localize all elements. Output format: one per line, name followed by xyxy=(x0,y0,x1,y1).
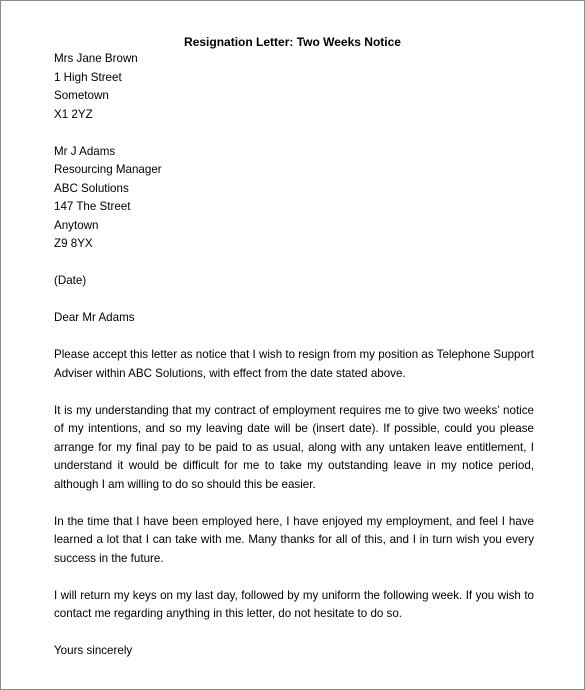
sender-street: 1 High Street xyxy=(54,70,122,84)
paragraph-thanks: In the time that I have been employed here, I have enjoyed my employment, and feel I have learned a lot that I can take with me. Many thanks for all of this, and I in turn wish you every success in the future. xyxy=(54,514,534,565)
letter-date xyxy=(54,272,534,291)
letter-title: Resignation Letter: Two Weeks Notice xyxy=(184,35,401,49)
recipient-title: Resourcing Manager xyxy=(54,163,162,176)
letter-body xyxy=(54,50,534,661)
salutation-text: Dear Mr Adams xyxy=(54,311,135,324)
paragraph-contract: It is my understanding that my contract of employment requires me to give two weeks’ notice of my intentions, and so my leaving date will be (insert date). If possible, could you please arrange for my final pay to be paid to as usual, along with any untaken leave entitlement, I understand it would be difficult for me to take my outstanding leave in my notice period, although I am willing to do so should this be easier. xyxy=(54,403,534,491)
sender-town: Sometown xyxy=(54,89,109,102)
paragraph-return-items: I will return my keys on my last day, followed by my uniform the following week. If you wish to contact me regarding anything in this letter, do not hesitate to do so. xyxy=(54,588,534,620)
recipient-address xyxy=(54,143,534,254)
letter-closing xyxy=(54,642,534,661)
recipient-street: 147 The Street xyxy=(54,200,131,213)
recipient-company: ABC Solutions xyxy=(54,181,129,195)
date-placeholder: (Date) xyxy=(54,274,87,287)
sender-name: Mrs Jane Brown xyxy=(54,52,138,65)
paragraph-notice: Please accept this letter as notice that I wish to resign from my position as Telephone Support Adviser within ABC Solutions, with effect from the date stated above. xyxy=(54,348,534,380)
letter-salutation xyxy=(54,309,534,328)
closing-text: Yours sincerely xyxy=(54,644,133,657)
recipient-postcode: Z9 8YX xyxy=(54,237,93,250)
recipient-name: Mr J Adams xyxy=(54,144,116,158)
sender-postcode: X1 2YZ xyxy=(54,107,93,121)
recipient-town: Anytown xyxy=(54,218,99,232)
sender-address xyxy=(54,50,534,124)
